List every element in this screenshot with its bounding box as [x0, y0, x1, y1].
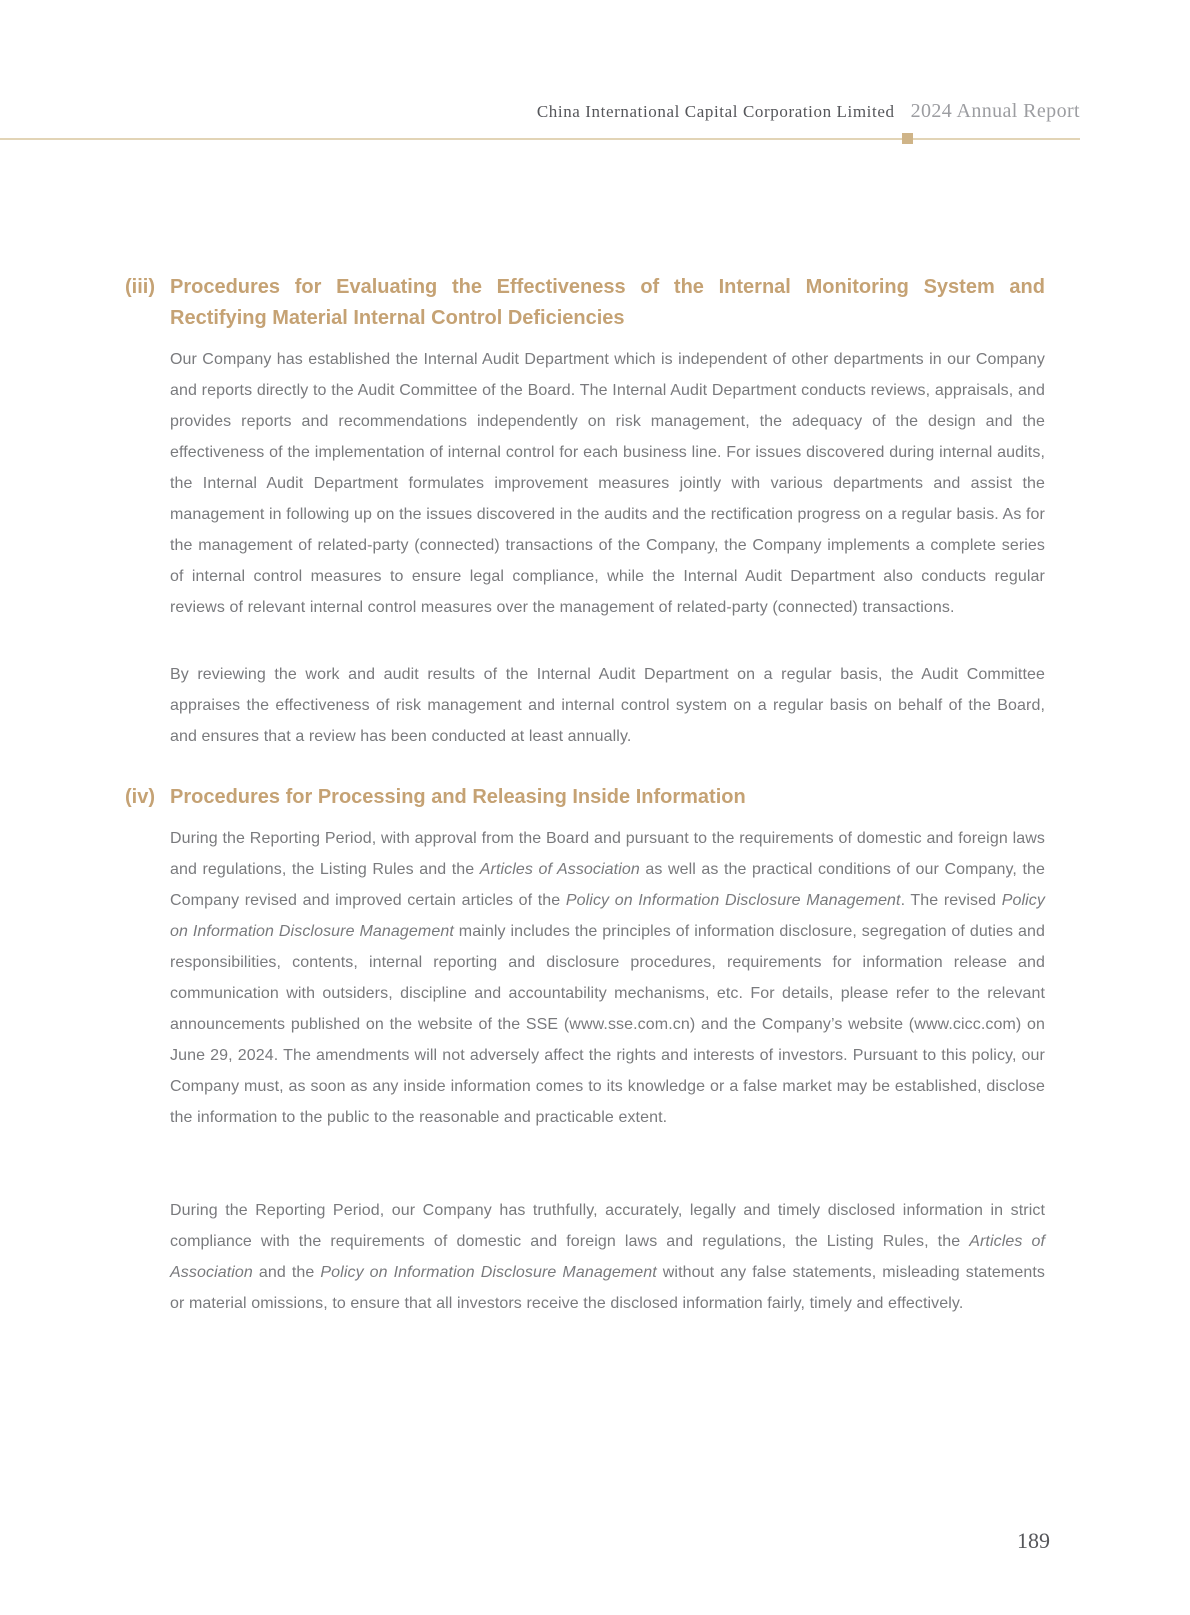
- report-title: 2024 Annual Report: [910, 100, 1080, 122]
- content-column: [125, 0, 1045, 1319]
- page-number: 189: [1017, 1528, 1050, 1553]
- section-number: (iii): [125, 276, 155, 298]
- section-number: (iv): [125, 786, 155, 808]
- paragraph: During the Reporting Period, with approval from the Board and pursuant to the requirements of domestic and foreign laws and regulations, the Listing Rules and the Articles of Association as well as the practical conditions of our Company, the Company revised and improved certain articles of the Policy on Information Disclosure Management. The revised Policy on Information Disclosure Management mainly includes the principles of information disclosure, segregation of duties and responsibilities, contents, internal reporting and disclosure procedures, requirements for information release and communication with outsiders, discipline and accountability mechanisms, etc. For details, please refer to the relevant announcements published on the website of the SSE (www.sse.com.cn) and the Company’s website (www.cicc.com) on June 29, 2024. The amendments will not adversely affect the rights and interests of investors. Pursuant to this policy, our Company must, as soon as any inside information comes to its knowledge or a false market may be established, disclose the information to the public to the reasonable and practicable extent.: [170, 830, 1046, 1126]
- section-title: Procedures for Processing and Releasing Inside Information: [170, 786, 746, 808]
- paragraph: By reviewing the work and audit results of the Internal Audit Department on a regular basis, the Audit Committee appraises the effectiveness of risk management and internal control system on a regular basis on behalf of the Board, and ensures that a review has been conducted at least annually.: [170, 666, 1045, 745]
- section-heading-iv: [125, 782, 1045, 813]
- section-heading-iii: [125, 272, 1045, 334]
- section-title: Procedures for Evaluating the Effectiveness of the Internal Monitoring System and Rectifying Material Internal Control Deficiencies: [170, 276, 1045, 329]
- paragraph: Our Company has established the Internal Audit Department which is independent of other departments in our Company and reports directly to the Audit Committee of the Board. The Internal Audit Department conducts reviews, appraisals, and provides reports and recommendations independently on risk management, the adequacy of the design and the effectiveness of the implementation of internal control for each business line. For issues discovered during internal audits, the Internal Audit Department formulates improvement measures jointly with various departments and assist the management in following up on the issues discovered in the audits and the rectification progress on a regular basis. As for the management of related-party (connected) transactions of the Company, the Company implements a complete series of internal control measures to ensure legal compliance, while the Internal Audit Department also conducts regular reviews of relevant internal control measures over the management of related-party (connected) transactions.: [170, 351, 1045, 616]
- company-name: China International Capital Corporation Limited: [536, 102, 895, 121]
- paragraph: During the Reporting Period, our Company has truthfully, accurately, legally and timely disclosed information in strict compliance with the requirements of domestic and foreign laws and regulations, the Listing Rules, the Articles of Association and the Policy on Information Disclosure Management without any false statements, misleading statements or material omissions, to ensure that all investors receive the disclosed information fairly, timely and effectively.: [170, 1202, 1046, 1312]
